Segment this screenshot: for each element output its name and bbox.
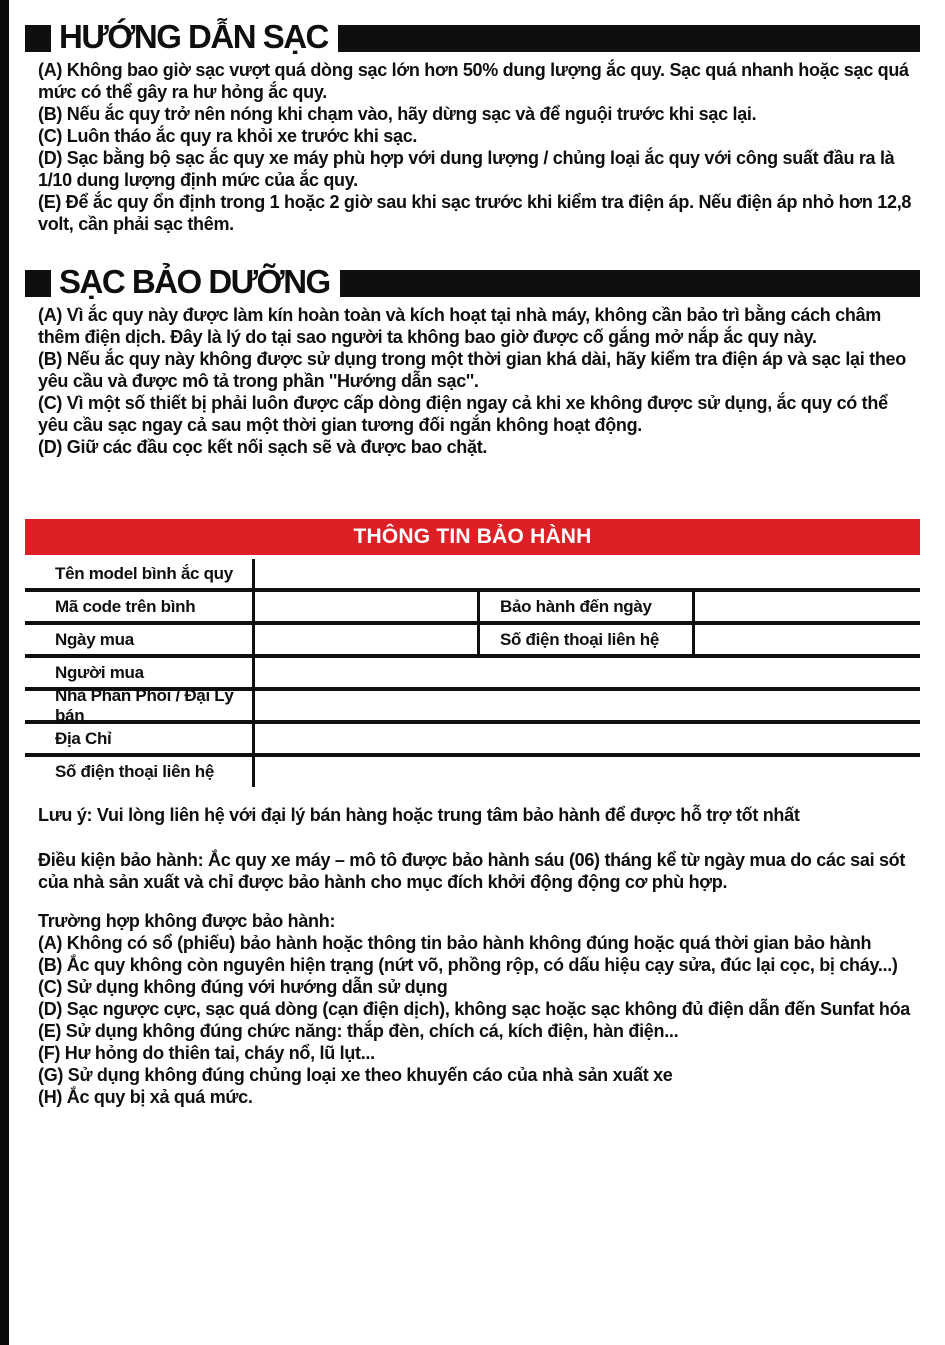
table-row-purchase-date xyxy=(25,625,920,658)
row-value-blank xyxy=(255,757,920,787)
warranty-banner-title: THÔNG TIN BẢO HÀNH xyxy=(353,525,592,548)
exclusions-title: Trường hợp không được bảo hành: xyxy=(38,911,336,931)
row-value-blank xyxy=(255,691,920,720)
instruction-item: (B) Nếu ắc quy trở nên nóng khi chạm vào, hãy dừng sạc và để nguội trước khi sạc lại. xyxy=(38,104,757,124)
table-row-model xyxy=(25,559,920,592)
charging-instructions xyxy=(38,59,920,235)
row-value-blank xyxy=(255,625,480,654)
section-marker-square-icon xyxy=(25,25,51,52)
maintenance-instructions xyxy=(38,304,920,458)
section-header-maintenance xyxy=(25,263,920,300)
row-value-blank xyxy=(255,592,480,621)
row-label: Tên model bình ắc quy xyxy=(25,559,255,588)
warranty-exclusions xyxy=(38,910,920,1108)
exclusion-item: (F) Hư hỏng do thiên tai, cháy nổ, lũ lụt... xyxy=(38,1043,375,1063)
warranty-banner xyxy=(25,519,920,555)
exclusion-item: (H) Ắc quy bị xả quá mức. xyxy=(38,1087,253,1107)
row-value-blank xyxy=(695,592,920,621)
row-value-blank xyxy=(255,724,920,753)
warranty-table xyxy=(25,559,920,787)
warranty-conditions: Điều kiện bảo hành: Ắc quy xe máy – mô tô được bảo hành sáu (06) tháng kể từ ngày mua do các sai sót của nhà sản xuất và chỉ được bảo hành cho mục đích khởi động động cơ phù hợp. xyxy=(38,850,906,892)
exclusion-item: (C) Sử dụng không đúng với hướng dẫn sử dụng xyxy=(38,977,448,997)
row-label: Bảo hành đến ngày xyxy=(480,592,695,621)
table-row-distributor xyxy=(25,685,920,725)
table-row-phone xyxy=(25,757,920,787)
instruction-item: (A) Vì ắc quy này được làm kín hoàn toàn và kích hoạt tại nhà máy, không cần bảo trì bằng cách châm thêm điện dịch. Đây là lý do tại sao người ta không bao giờ được cố gắng mở nắp ắc quy này. xyxy=(38,305,881,347)
exclusion-item: (A) Không có sổ (phiếu) bảo hành hoặc thông tin bảo hành không đúng hoặc quá thời gian bảo hành xyxy=(38,933,872,953)
exclusion-item: (G) Sử dụng không đúng chủng loại xe theo khuyến cáo của nhà sản xuất xe xyxy=(38,1065,673,1085)
row-value-blank xyxy=(255,658,920,687)
exclusion-item: (B) Ắc quy không còn nguyên hiện trạng (nứt võ, phồng rộp, có dấu hiệu cạy sửa, đúc lại cọc, bị cháy...) xyxy=(38,955,898,975)
section-marker-square-icon xyxy=(25,270,51,297)
row-label: Mã code trên bình xyxy=(25,592,255,621)
instruction-item: (A) Không bao giờ sạc vượt quá dòng sạc lớn hơn 50% dung lượng ắc quy. Sạc quá nhanh hoặc sạc quá mức có thể gây ra hư hỏng ắc quy. xyxy=(38,60,909,102)
table-row-code xyxy=(25,592,920,625)
row-label: Người mua xyxy=(25,658,255,687)
table-row-address xyxy=(25,724,920,757)
row-value-blank xyxy=(255,559,920,588)
section-title-maintenance: SẠC BẢO DƯỠNG xyxy=(59,263,330,300)
section-title-charging: HƯỚNG DẪN SẠC xyxy=(59,18,328,55)
instruction-item: (D) Sạc bằng bộ sạc ắc quy xe máy phù hợp với dung lượng / chủng loại ắc quy với công suất đầu ra là 1/10 dung lượng định mức của ắc quy. xyxy=(38,148,895,190)
instruction-item: (D) Giữ các đầu cọc kết nối sạch sẽ và được bao chặt. xyxy=(38,437,488,457)
header-bar xyxy=(340,270,920,297)
instruction-item: (E) Để ắc quy ổn định trong 1 hoặc 2 giờ sau khi sạc trước khi kiểm tra điện áp. Nếu điện áp nhỏ hơn 12,8 volt, cần phải sạc thêm. xyxy=(38,192,912,234)
instruction-item: (C) Vì một số thiết bị phải luôn được cấp dòng điện ngay cả khi xe không được sử dụng, ắc quy có thể yêu cầu sạc ngay cả sau một thời gian tương đối ngắn không hoạt động. xyxy=(38,393,888,435)
scan-left-edge xyxy=(0,0,9,1345)
row-label: Số điện thoại liên hệ xyxy=(480,625,695,654)
exclusion-item: (E) Sử dụng không đúng chức năng: thắp đèn, chích cá, kích điện, hàn điện... xyxy=(38,1021,679,1041)
instruction-item: (C) Luôn tháo ắc quy ra khỏi xe trước khi sạc. xyxy=(38,126,418,146)
row-label: Số điện thoại liên hệ xyxy=(25,757,255,787)
support-note: Lưu ý: Vui lòng liên hệ với đại lý bán hàng hoặc trung tâm bảo hành để được hỗ trợ tốt nhất xyxy=(38,805,800,825)
row-value-blank xyxy=(695,625,920,654)
header-bar xyxy=(338,25,920,52)
row-label: Địa Chỉ xyxy=(25,724,255,753)
row-label: Ngày mua xyxy=(25,625,255,654)
section-header-charging xyxy=(25,18,920,55)
row-label: Nhà Phân Phối / Đại Lý bán xyxy=(25,691,255,720)
exclusion-item: (D) Sạc ngược cực, sạc quá dòng (cạn điện dịch), không sạc hoặc sạc không đủ điện dẫn đến Sunfat hóa xyxy=(38,999,910,1019)
instruction-item: (B) Nếu ắc quy này không được sử dụng trong một thời gian khá dài, hãy kiểm tra điện áp và sạc lại theo yêu cầu và được mô tả trong phần ''Hướng dẫn sạc''. xyxy=(38,349,906,391)
